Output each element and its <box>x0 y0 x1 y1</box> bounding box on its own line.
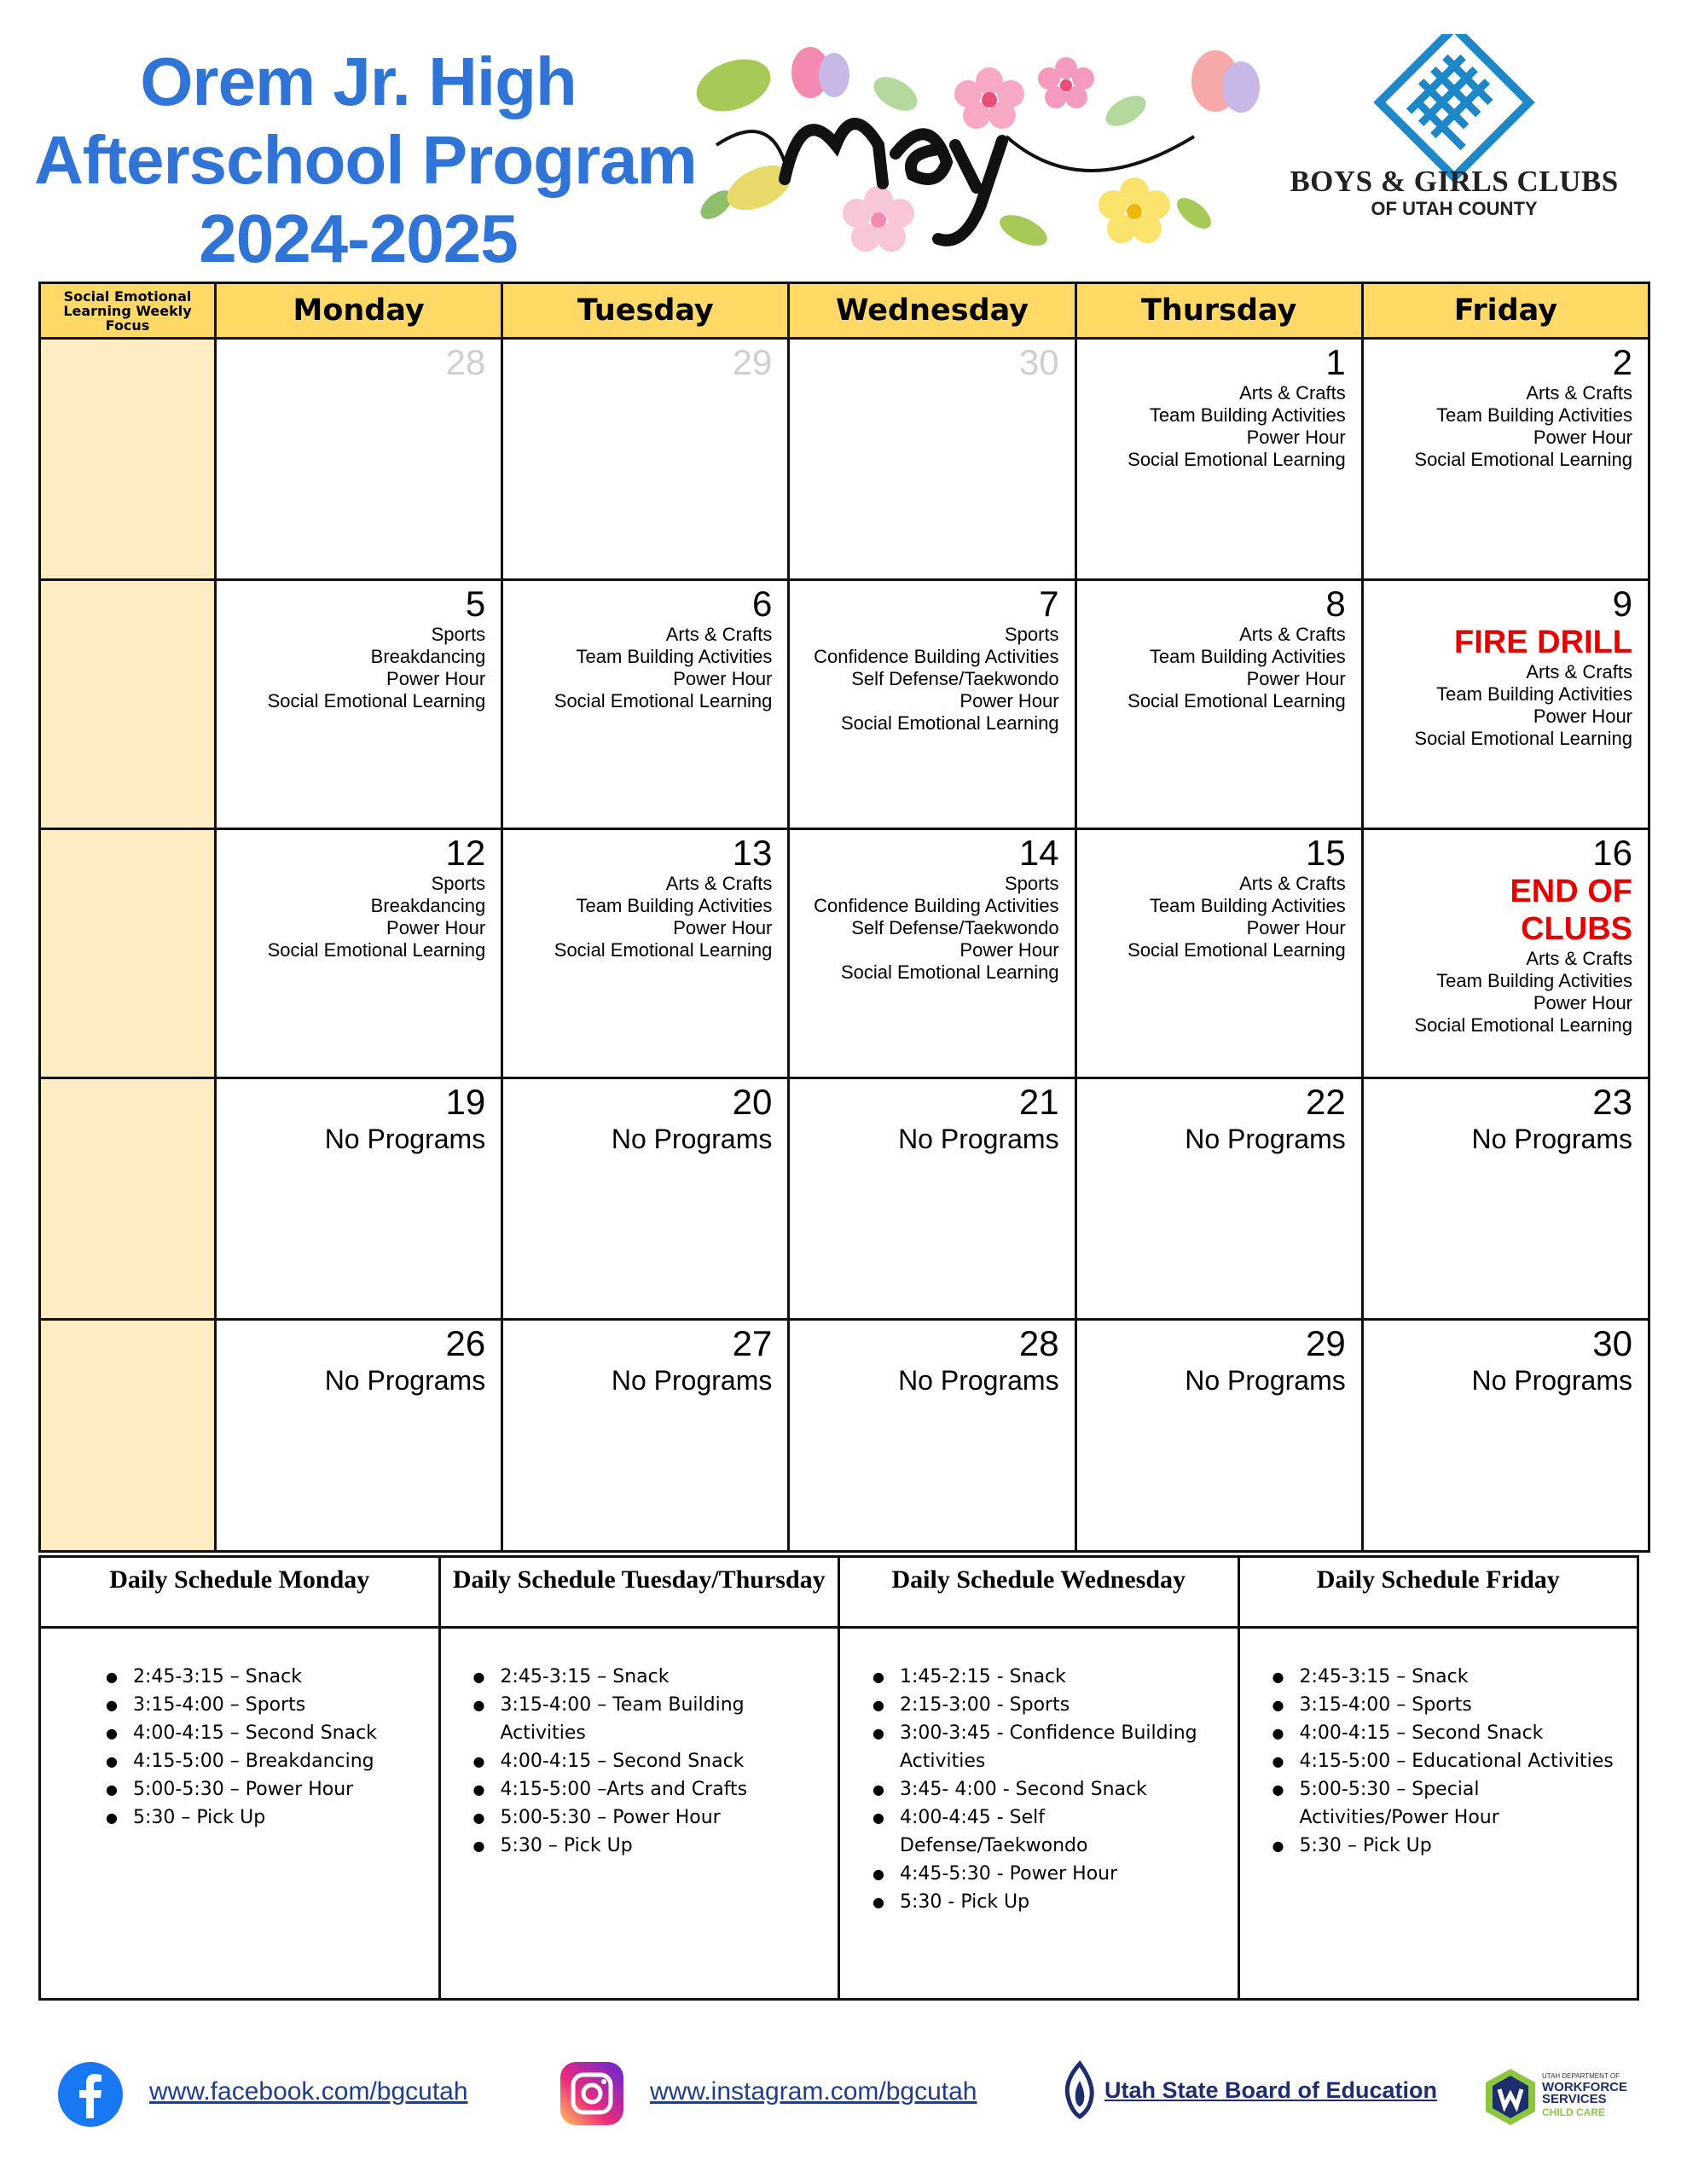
day-number: 9 <box>1612 584 1632 624</box>
calendar-day-cell <box>216 829 502 1078</box>
activity-item: Social Emotional Learning <box>1414 449 1632 470</box>
schedule-cell <box>439 1628 839 2000</box>
schedule-title-tue-thu: Daily Schedule Tuesday/Thursday <box>439 1557 839 1628</box>
day-header-monday: Monday <box>216 283 502 339</box>
title-line-1: Orem Jr. High <box>140 44 577 119</box>
schedule-item: ● 2:45-3:15 – Snack <box>1274 1663 1620 1691</box>
schedule-item: ● 4:15-5:00 – Educational Activities <box>1274 1747 1620 1775</box>
day-number: 20 <box>732 1082 773 1122</box>
activity-item: Social Emotional Learning <box>1128 690 1346 712</box>
schedule-item: ● 3:15-4:00 – Sports <box>1274 1691 1620 1719</box>
calendar-week-row <box>40 580 1649 829</box>
calendar-day-cell <box>502 829 789 1078</box>
schedule-item: ● 3:15-4:00 – Team Building Activities <box>475 1691 821 1747</box>
calendar-day-cell <box>1075 339 1362 580</box>
schedule-item: ● 4:00-4:15 – Second Snack <box>475 1747 821 1775</box>
activity-item: Confidence Building Activities <box>814 895 1059 916</box>
schedule-item: ● 5:00-5:30 – Power Hour <box>475 1804 821 1832</box>
usbe-name: Utah State Board of Education <box>1104 2077 1438 2103</box>
day-number: 27 <box>732 1323 773 1363</box>
day-number: 6 <box>752 584 773 624</box>
schedule-item: ● 3:00-3:45 - Confidence Building Activities <box>874 1719 1220 1775</box>
schedule-item: ● 4:15-5:00 – Breakdancing <box>107 1747 421 1775</box>
calendar-day-cell <box>1075 1320 1362 1552</box>
no-programs-note: No Programs <box>611 1124 773 1154</box>
dws-line-1: WORKFORCE <box>1542 2080 1627 2094</box>
schedule-list-wednesday <box>900 1663 1220 1916</box>
title-line-2: Afterschool Program <box>34 122 697 198</box>
schedule-item: ● 2:15-3:00 - Sports <box>874 1691 1220 1719</box>
sel-focus-header: Social Emotional Learning Weekly Focus <box>40 283 216 339</box>
day-number: 15 <box>1306 833 1346 873</box>
calendar-day-cell <box>502 339 789 580</box>
calendar-week-row <box>40 339 1649 580</box>
schedule-item: ● 5:30 - Pick Up <box>874 1888 1220 1916</box>
schedule-item: ● 5:30 – Pick Up <box>107 1804 421 1832</box>
calendar-day-cell <box>1075 1078 1362 1320</box>
schedule-item: ● 2:45-3:15 – Snack <box>475 1663 821 1691</box>
day-number: 21 <box>1018 1082 1059 1122</box>
day-number: 30 <box>1592 1323 1632 1363</box>
event-alert: FIRE DRILL <box>1454 624 1632 660</box>
activity-item: Social Emotional Learning <box>267 939 486 961</box>
activity-item: Power Hour <box>1533 706 1632 727</box>
day-number: 7 <box>1039 584 1059 624</box>
facebook-icon[interactable] <box>58 2062 123 2127</box>
calendar-day-cell <box>1075 829 1362 1078</box>
schedule-header-row <box>40 1557 1638 1628</box>
usbe-flame-icon <box>1058 2060 1102 2120</box>
calendar-day-cell <box>502 580 789 829</box>
calendar-day-cell <box>1075 580 1362 829</box>
calendar-day-cell <box>789 339 1075 580</box>
activity-item: Arts & Crafts <box>1239 873 1346 894</box>
activity-item: Confidence Building Activities <box>814 646 1059 667</box>
schedule-item: ● 4:15-5:00 –Arts and Crafts <box>475 1775 821 1804</box>
day-number: 12 <box>445 833 486 873</box>
day-number: 29 <box>1306 1323 1346 1363</box>
dws-line-2: SERVICES <box>1542 2092 1607 2106</box>
activity-item: Social Emotional Learning <box>554 690 773 712</box>
calendar-week-row <box>40 1078 1649 1320</box>
monthly-calendar <box>38 282 1650 1553</box>
calendar-day-cell <box>502 1078 789 1320</box>
calendar-day-cell <box>216 1078 502 1320</box>
schedule-title-monday: Daily Schedule Monday <box>40 1557 440 1628</box>
activity-item: Social Emotional Learning <box>554 939 773 961</box>
schedule-cell <box>839 1628 1239 2000</box>
sel-focus-cell <box>40 339 216 580</box>
sel-focus-cell <box>40 829 216 1078</box>
activity-item: Social Emotional Learning <box>267 690 486 712</box>
workforce-services-icon <box>1484 2067 1537 2127</box>
calendar-day-cell <box>789 1320 1075 1552</box>
activity-item: Arts & Crafts <box>1239 624 1346 645</box>
activity-item: Power Hour <box>1246 668 1346 689</box>
calendar-week-row <box>40 1320 1649 1552</box>
no-programs-note: No Programs <box>324 1124 486 1154</box>
event-alert: CLUBS <box>1521 911 1632 947</box>
activity-item: Arts & Crafts <box>1526 661 1632 682</box>
calendar-day-cell <box>1362 1078 1649 1320</box>
day-number: 19 <box>445 1082 486 1122</box>
schedule-list-friday <box>1300 1663 1620 1860</box>
no-programs-note: No Programs <box>1185 1365 1346 1396</box>
activity-item: Social Emotional Learning <box>1414 728 1632 749</box>
schedule-item: ● 5:30 – Pick Up <box>475 1832 821 1860</box>
day-number: 14 <box>1018 833 1059 873</box>
activity-item: Team Building Activities <box>576 646 773 667</box>
schedule-title-wednesday: Daily Schedule Wednesday <box>839 1557 1239 1628</box>
day-number: 13 <box>732 833 773 873</box>
org-name: BOYS & GIRLS CLUBS <box>1290 165 1619 198</box>
dws-name <box>1542 2082 1627 2106</box>
no-programs-note: No Programs <box>324 1365 486 1396</box>
instagram-icon[interactable] <box>559 2060 625 2127</box>
dws-department-label: UTAH DEPARTMENT OF <box>1542 2072 1620 2080</box>
activity-item: Power Hour <box>959 690 1059 712</box>
day-header-tuesday: Tuesday <box>502 283 789 339</box>
activity-item: Team Building Activities <box>1149 646 1346 667</box>
sel-focus-cell <box>40 1078 216 1320</box>
activity-item: Team Building Activities <box>1436 683 1632 705</box>
day-header-thursday: Thursday <box>1075 283 1362 339</box>
sel-focus-cell <box>40 1320 216 1552</box>
calendar-day-cell <box>216 339 502 580</box>
day-number: 1 <box>1325 342 1346 382</box>
calendar-day-cell <box>1362 580 1649 829</box>
schedule-item: ● 4:00-4:15 – Second Snack <box>107 1719 421 1747</box>
title-line-3: 2024-2025 <box>199 200 518 276</box>
day-number: 22 <box>1306 1082 1346 1122</box>
schedule-item: ● 5:30 – Pick Up <box>1274 1832 1620 1860</box>
sel-focus-cell <box>40 580 216 829</box>
no-programs-note: No Programs <box>1471 1365 1632 1396</box>
dws-child-care: CHILD CARE <box>1542 2106 1605 2118</box>
no-programs-note: No Programs <box>611 1365 773 1396</box>
schedule-item: ● 4:00-4:45 - Self Defense/Taekwondo <box>874 1804 1220 1860</box>
schedule-list-tue-thu <box>501 1663 821 1860</box>
no-programs-note: No Programs <box>1185 1124 1346 1154</box>
schedule-item: ● 5:00-5:30 – Power Hour <box>107 1775 421 1804</box>
schedule-list-monday <box>133 1663 421 1832</box>
may-floral-illustration <box>682 34 1262 264</box>
calendar-day-cell <box>789 829 1075 1078</box>
org-subtitle: OF UTAH COUNTY <box>1371 198 1538 219</box>
activity-item: Sports <box>431 873 486 894</box>
schedule-item: ● 5:00-5:30 – Special Activities/Power Hour <box>1274 1775 1620 1832</box>
activity-item: Power Hour <box>386 668 486 689</box>
activity-item: Arts & Crafts <box>665 624 773 645</box>
calendar-week-row <box>40 829 1649 1078</box>
activity-item: Power Hour <box>1246 427 1346 448</box>
activity-item: Arts & Crafts <box>1239 382 1346 404</box>
activity-item: Social Emotional Learning <box>840 712 1059 734</box>
schedule-cell <box>1238 1628 1638 2000</box>
instagram-link[interactable]: www.instagram.com/bgcutah <box>650 2077 977 2106</box>
activity-item: Power Hour <box>386 917 486 938</box>
calendar-day-cell <box>216 580 502 829</box>
activity-item: Team Building Activities <box>1436 970 1632 991</box>
calendar-day-cell <box>789 580 1075 829</box>
schedule-item: ● 1:45-2:15 - Snack <box>874 1663 1220 1691</box>
activity-item: Breakdancing <box>370 646 486 667</box>
day-number: 5 <box>465 584 486 624</box>
event-alert: END OF <box>1510 874 1632 909</box>
schedule-item: ● 3:45- 4:00 - Second Snack <box>874 1775 1220 1804</box>
calendar-day-cell <box>1362 1320 1649 1552</box>
activity-item: Team Building Activities <box>1149 895 1346 916</box>
day-header-wednesday: Wednesday <box>789 283 1075 339</box>
activity-item: Arts & Crafts <box>1526 948 1632 969</box>
calendar-day-cell <box>1362 339 1649 580</box>
activity-item: Arts & Crafts <box>1526 382 1632 404</box>
activity-item: Sports <box>431 624 486 645</box>
day-header-friday: Friday <box>1362 283 1649 339</box>
schedule-item: ● 2:45-3:15 – Snack <box>107 1663 421 1691</box>
activity-item: Arts & Crafts <box>665 873 773 894</box>
calendar-day-cell <box>1362 829 1649 1078</box>
day-number: 29 <box>732 342 773 382</box>
activity-item: Breakdancing <box>370 895 486 916</box>
activity-item: Power Hour <box>673 917 773 938</box>
activity-item: Social Emotional Learning <box>1414 1014 1632 1036</box>
activity-item: Sports <box>1004 624 1059 645</box>
day-number: 30 <box>1018 342 1059 382</box>
activity-item: Social Emotional Learning <box>1128 939 1346 961</box>
activity-item: Power Hour <box>959 939 1059 961</box>
schedule-cell <box>40 1628 440 2000</box>
daily-schedule-table <box>38 1555 1639 2001</box>
activity-item: Social Emotional Learning <box>840 961 1059 983</box>
activity-item: Power Hour <box>1533 992 1632 1014</box>
activity-item: Power Hour <box>1246 917 1346 938</box>
activity-item: Sports <box>1004 873 1059 894</box>
schedule-item: ● 4:00-4:15 – Second Snack <box>1274 1719 1620 1747</box>
schedule-body-row <box>40 1628 1638 2000</box>
activity-item: Social Emotional Learning <box>1128 449 1346 470</box>
facebook-link[interactable]: www.facebook.com/bgcutah <box>149 2077 468 2106</box>
no-programs-note: No Programs <box>1471 1124 1632 1154</box>
activity-item: Power Hour <box>673 668 773 689</box>
activity-item: Self Defense/Taekwondo <box>851 917 1059 938</box>
day-number: 2 <box>1612 342 1632 382</box>
no-programs-note: No Programs <box>898 1124 1059 1154</box>
schedule-item: ● 4:45-5:30 - Power Hour <box>874 1860 1220 1888</box>
activity-item: Self Defense/Taekwondo <box>851 668 1059 689</box>
day-number: 16 <box>1592 833 1632 873</box>
schedule-title-friday: Daily Schedule Friday <box>1238 1557 1638 1628</box>
no-programs-note: No Programs <box>898 1365 1059 1396</box>
activity-item: Team Building Activities <box>1149 404 1346 426</box>
activity-item: Power Hour <box>1533 427 1632 448</box>
day-number: 23 <box>1592 1082 1632 1122</box>
day-number: 28 <box>1018 1323 1059 1363</box>
day-number: 8 <box>1325 584 1346 624</box>
activity-item: Team Building Activities <box>576 895 773 916</box>
day-number: 26 <box>445 1323 486 1363</box>
calendar-day-cell <box>216 1320 502 1552</box>
calendar-header-row <box>40 283 1649 339</box>
calendar-day-cell <box>502 1320 789 1552</box>
schedule-item: ● 3:15-4:00 – Sports <box>107 1691 421 1719</box>
program-title <box>34 43 697 278</box>
footer <box>0 2052 1687 2137</box>
day-number: 28 <box>445 342 486 382</box>
activity-item: Team Building Activities <box>1436 404 1632 426</box>
calendar-day-cell <box>789 1078 1075 1320</box>
